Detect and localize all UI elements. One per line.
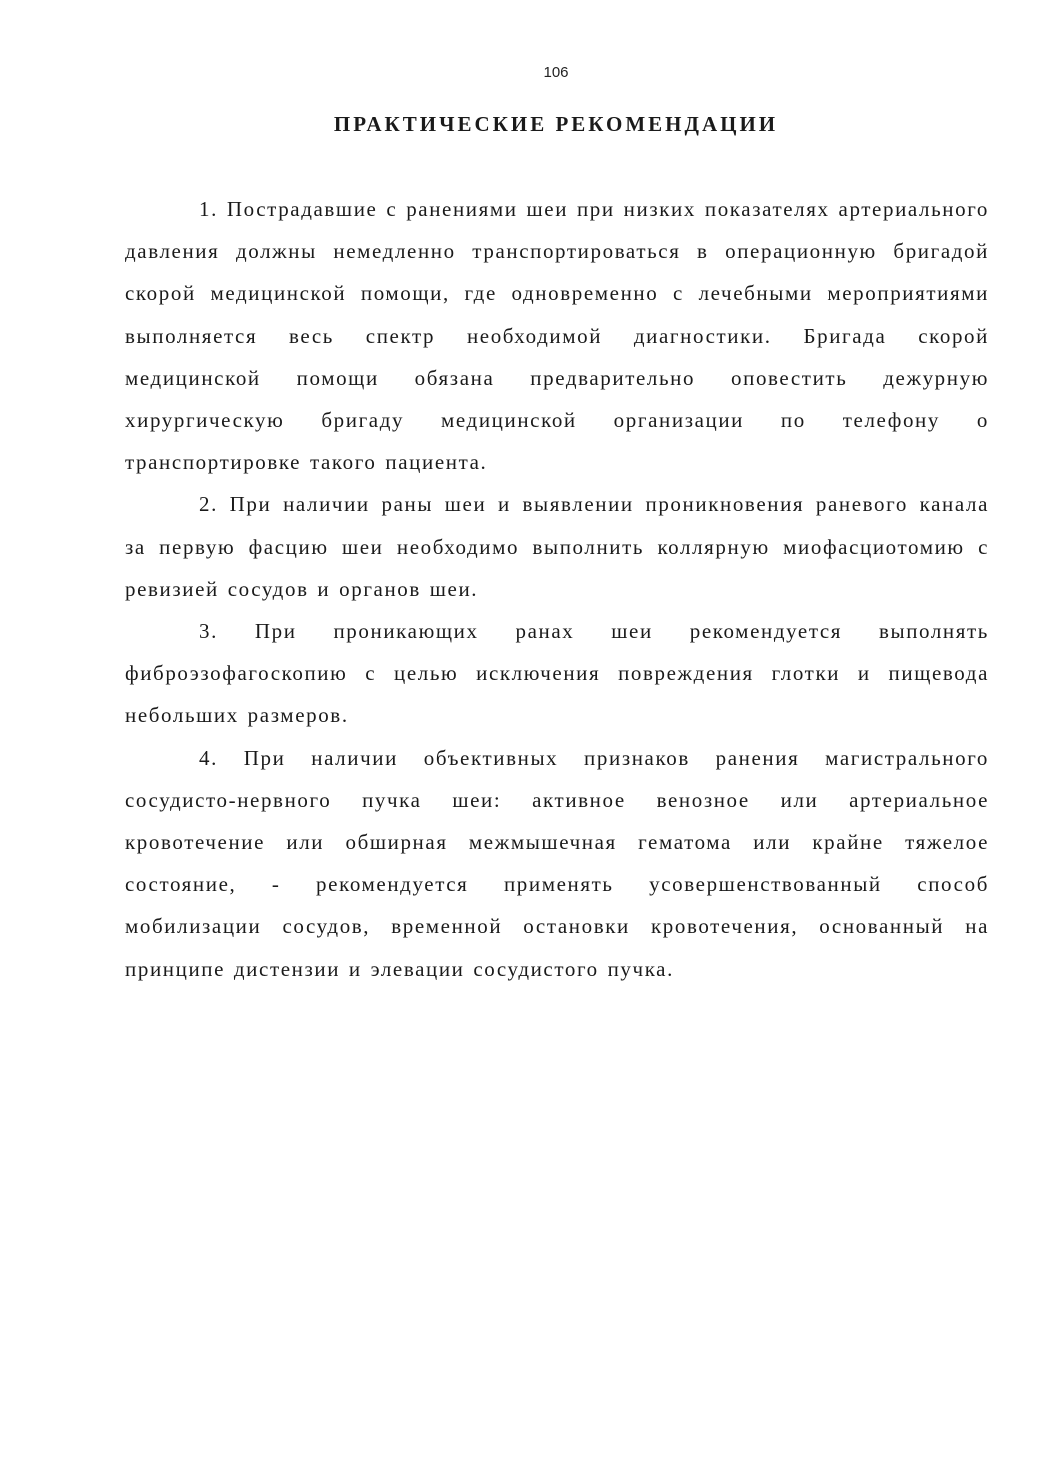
recommendation-4: 4. При наличии объективных признаков ранения магистрального сосудисто-нервного пучка шеи: активное венозное или артериальное кровотечение или обширная межмышечная гематома или крайне тяжелое состояние, - рекомендуется применять усовершенствованный способ мобилизации сосудов, временной остановки кровотечения, основанный на принципе дистензии и элевации сосудистого пучка. bbox=[125, 745, 989, 981]
recommendation-2: 2. При наличии раны шеи и выявлении проникновения раневого канала за первую фасцию шеи необходимо выполнить коллярную миофасциотомию с ревизией сосудов и органов шеи. bbox=[125, 492, 989, 601]
recommendation-1: 1. Пострадавшие с ранениями шеи при низких показателях артериального давления должны немедленно транспортироваться в операционную бригадой скорой медицинской помощи, где одновременно с лечебными мероприятиями выполняется весь спектр необходимой диагностики. Бригада скорой медицинской помощи обязана предварительно оповестить дежурную хирургическую бригаду медицинской организации по телефону о транспортировке такого пациента. bbox=[125, 197, 989, 475]
recommendation-3: 3. При проникающих ранах шеи рекомендуется выполнять фиброэзофагоскопию с целью исключения повреждения глотки и пищевода небольших размеров. bbox=[125, 619, 989, 728]
recommendations-list bbox=[125, 188, 989, 990]
page-number: 106 bbox=[543, 64, 569, 81]
section-title: ПРАКТИЧЕСКИЕ РЕКОМЕНДАЦИИ bbox=[333, 112, 779, 136]
